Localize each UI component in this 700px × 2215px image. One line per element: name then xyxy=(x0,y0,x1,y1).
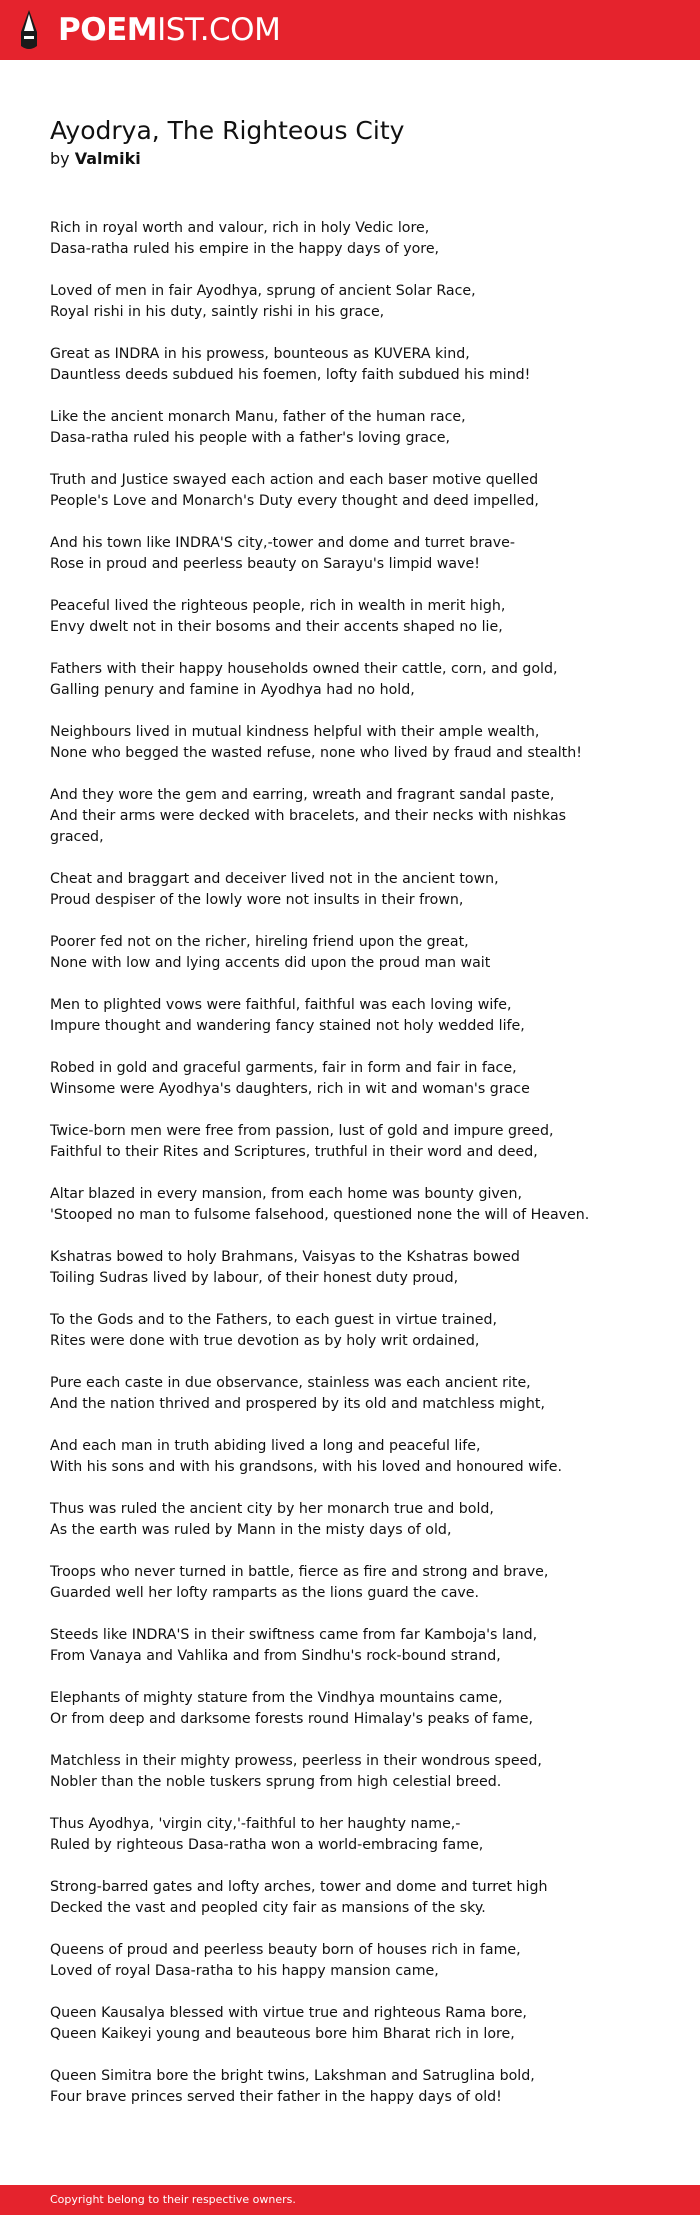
poem-line: Loved of royal Dasa-ratha to his happy mansion came, xyxy=(50,1963,439,1979)
poem-stanza xyxy=(50,1373,650,1415)
poem-line: Impure thought and wandering fancy stained not holy wedded life, xyxy=(50,1018,525,1034)
logo-text-bold: POEM xyxy=(58,12,158,48)
poem-line: Kshatras bowed to holy Brahmans, Vaisyas to the Kshatras bowed xyxy=(50,1249,520,1265)
poem-line: From Vanaya and Vahlika and from Sindhu's rock-bound strand, xyxy=(50,1648,501,1664)
poem-line: Envy dwelt not in their bosoms and their accents shaped no lie, xyxy=(50,619,503,635)
poem-line: Four brave princes served their father in the happy days of old! xyxy=(50,2089,502,2105)
poem-stanza xyxy=(50,218,650,260)
poem-line: None with low and lying accents did upon the proud man wait xyxy=(50,955,491,971)
poem-stanza xyxy=(50,1184,650,1226)
poem-stanza xyxy=(50,995,650,1037)
poem-stanza xyxy=(50,659,650,701)
poem-line: Men to plighted vows were faithful, faithful was each loving wife, xyxy=(50,997,512,1013)
logo-text-light: IST.COM xyxy=(157,12,281,48)
poem-stanza xyxy=(50,1247,650,1289)
poem-line: As the earth was ruled by Mann in the misty days of old, xyxy=(50,1522,452,1538)
poem-stanza xyxy=(50,1625,650,1667)
poem-stanza xyxy=(50,1499,650,1541)
poem-line: Guarded well her lofty ramparts as the lions guard the cave. xyxy=(50,1585,480,1601)
poem-line: Rites were done with true devotion as by holy writ ordained, xyxy=(50,1333,480,1349)
poem-line: Dasa-ratha ruled his people with a father's loving grace, xyxy=(50,430,451,446)
poem-line: Toiling Sudras lived by labour, of their honest duty proud, xyxy=(50,1270,459,1286)
poem-stanza xyxy=(50,1940,650,1982)
poem-line: Dauntless deeds subdued his foemen, lofty faith subdued his mind! xyxy=(50,367,531,383)
poem-line: Dasa-ratha ruled his empire in the happy days of yore, xyxy=(50,241,440,257)
poem-line: Elephants of mighty stature from the Vindhya mountains came, xyxy=(50,1690,503,1706)
poem-line: Nobler than the noble tuskers sprung from high celestial breed. xyxy=(50,1774,502,1790)
poem-line: Proud despiser of the lowly wore not insults in their frown, xyxy=(50,892,464,908)
poem-line: Galling penury and famine in Ayodhya had no hold, xyxy=(50,682,415,698)
poem-line: Peaceful lived the righteous people, rich in wealth in merit high, xyxy=(50,598,506,614)
poem-stanza xyxy=(50,2003,650,2045)
poem-line: Faithful to their Rites and Scriptures, truthful in their word and deed, xyxy=(50,1144,538,1160)
poem-stanza xyxy=(50,1814,650,1856)
poem-line: Queens of proud and peerless beauty born of houses rich in fame, xyxy=(50,1942,521,1958)
poem-line: Loved of men in fair Ayodhya, sprung of ancient Solar Race, xyxy=(50,283,476,299)
poem-line: Matchless in their mighty prowess, peerless in their wondrous speed, xyxy=(50,1753,542,1769)
poem-stanza xyxy=(50,596,650,638)
poem-line: And the nation thrived and prospered by its old and matchless might, xyxy=(50,1396,545,1412)
poem-line: Queen Simitra bore the bright twins, Lakshman and Satruglina bold, xyxy=(50,2068,535,2084)
poem-line: With his sons and with his grandsons, with his loved and honoured wife. xyxy=(50,1459,562,1475)
poem-line: Neighbours lived in mutual kindness helpful with their ample wealth, xyxy=(50,724,540,740)
poem-stanza xyxy=(50,407,650,449)
poem-stanza xyxy=(50,533,650,575)
poem-line: Winsome were Ayodhya's daughters, rich in wit and woman's grace xyxy=(50,1081,530,1097)
poem-stanza xyxy=(50,1751,650,1793)
poem-line: Rich in royal worth and valour, rich in holy Vedic lore, xyxy=(50,220,430,236)
poem-stanza xyxy=(50,1436,650,1478)
poem-line: To the Gods and to the Fathers, to each guest in virtue trained, xyxy=(50,1312,497,1328)
poem-line: Queen Kausalya blessed with virtue true and righteous Rama bore, xyxy=(50,2005,527,2021)
poem-line: Troops who never turned in battle, fierce as fire and strong and brave, xyxy=(50,1564,549,1580)
poem-line: Strong-barred gates and lofty arches, tower and dome and turret high xyxy=(50,1879,548,1895)
author-name: Valmiki xyxy=(74,149,141,168)
poem-stanza xyxy=(50,932,650,974)
poem-line: Great as INDRA in his prowess, bounteous as KUVERA kind, xyxy=(50,346,470,362)
poem-stanza xyxy=(50,869,650,911)
poem-line: Pure each caste in due observance, stainless was each ancient rite, xyxy=(50,1375,531,1391)
poem-stanza xyxy=(50,1310,650,1352)
poem-stanza xyxy=(50,1688,650,1730)
poem-line: And his town like INDRA'S city,-tower and dome and turret brave- xyxy=(50,535,515,551)
poem-line: Fathers with their happy households owned their cattle, corn, and gold, xyxy=(50,661,558,677)
poem-line: Thus Ayodhya, 'virgin city,'-faithful to her haughty name,- xyxy=(50,1816,461,1832)
poem-stanza xyxy=(50,281,650,323)
poem-stanza xyxy=(50,785,650,848)
poem-stanza xyxy=(50,1877,650,1919)
poem-line: People's Love and Monarch's Duty every thought and deed impelled, xyxy=(50,493,539,509)
poem-line: Ruled by righteous Dasa-ratha won a world-embracing fame, xyxy=(50,1837,484,1853)
poem-line: Truth and Justice swayed each action and each baser motive quelled xyxy=(50,472,539,488)
poem-line: Steeds like INDRA'S in their swiftness came from far Kamboja's land, xyxy=(50,1627,538,1643)
poem-stanza xyxy=(50,1562,650,1604)
poem-line: And their arms were decked with bracelets, and their necks with nishkas xyxy=(50,808,567,824)
site-logo-link[interactable] xyxy=(58,10,280,50)
poem-stanza xyxy=(50,1121,650,1163)
poem-line: Rose in proud and peerless beauty on Sarayu's limpid wave! xyxy=(50,556,480,572)
poem-stanza xyxy=(50,722,650,764)
pen-nib-icon xyxy=(16,10,42,52)
poem-line: None who begged the wasted refuse, none who lived by fraud and stealth! xyxy=(50,745,582,761)
poem-stanza xyxy=(50,470,650,512)
poem-line: Twice-born men were free from passion, lust of gold and impure greed, xyxy=(50,1123,554,1139)
poem-line: And they wore the gem and earring, wreath and fragrant sandal paste, xyxy=(50,787,555,803)
poem-stanza xyxy=(50,344,650,386)
copyright-notice: Copyright belong to their respective owners. xyxy=(50,2193,296,2206)
poem-line: Queen Kaikeyi young and beauteous bore him Bharat rich in lore, xyxy=(50,2026,515,2042)
poem-line: Thus was ruled the ancient city by her monarch true and bold, xyxy=(50,1501,494,1517)
poem-line: Like the ancient monarch Manu, father of the human race, xyxy=(50,409,466,425)
poem-line: And each man in truth abiding lived a long and peaceful life, xyxy=(50,1438,481,1454)
poem-line: Robed in gold and graceful garments, fair in form and fair in face, xyxy=(50,1060,517,1076)
poem-line: Poorer fed not on the richer, hireling friend upon the great, xyxy=(50,934,469,950)
poem-title: Ayodrya, The Righteous City xyxy=(50,116,405,145)
poem-body xyxy=(50,218,650,2129)
poem-stanza xyxy=(50,1058,650,1100)
poem-line: Decked the vast and peopled city fair as mansions of the sky. xyxy=(50,1900,486,1916)
poem-line: Or from deep and darksome forests round Himalay's peaks of fame, xyxy=(50,1711,534,1727)
byline xyxy=(50,148,141,170)
poem-line: Altar blazed in every mansion, from each home was bounty given, xyxy=(50,1186,523,1202)
site-footer xyxy=(0,2185,700,2215)
poem-line: Cheat and braggart and deceiver lived not in the ancient town, xyxy=(50,871,499,887)
poem-line: 'Stooped no man to fulsome falsehood, questioned none the will of Heaven. xyxy=(50,1207,590,1223)
poem-line: graced, xyxy=(50,829,104,845)
poem-line: Royal rishi in his duty, saintly rishi in his grace, xyxy=(50,304,385,320)
poem-stanza xyxy=(50,2066,650,2108)
site-header xyxy=(0,0,700,60)
byline-prefix: by xyxy=(50,149,70,168)
